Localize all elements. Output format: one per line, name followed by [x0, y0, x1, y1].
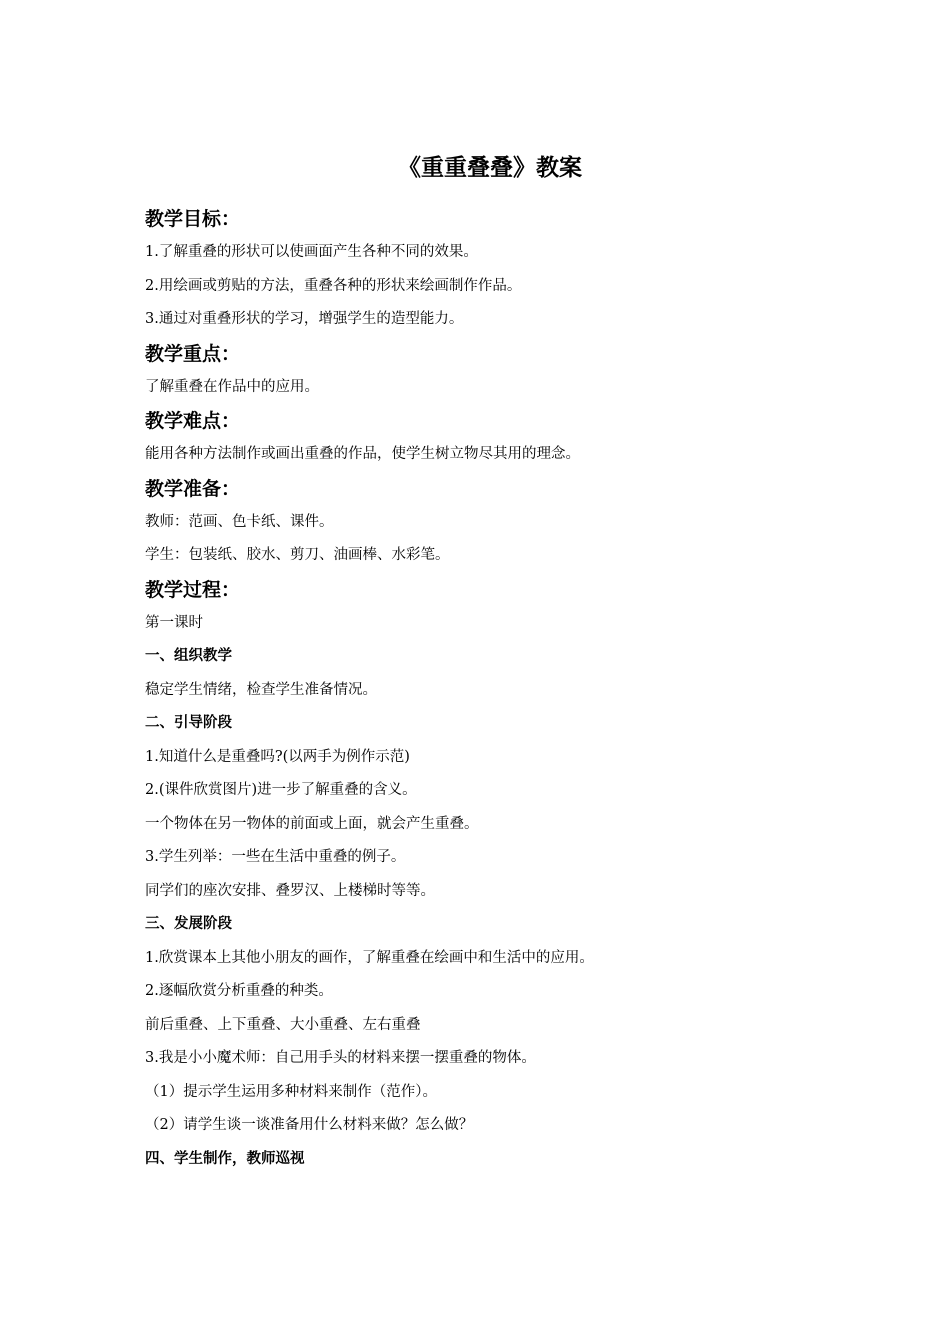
document-page: [145, 150, 825, 1176]
step3-item: 2.逐幅欣赏分析重叠的种类。: [145, 983, 333, 999]
difficulty-item: 能用各种方法制作或画出重叠的作品，使学生树立物尽其用的理念。: [145, 446, 580, 462]
step1-heading: 一、组织教学: [145, 648, 232, 664]
step3-item: 1.欣赏课本上其他小朋友的画作，了解重叠在绘画中和生活中的应用。: [145, 949, 594, 966]
objective-item: 2.用绘画或剪贴的方法，重叠各种的形状来绘画制作作品。: [145, 277, 522, 294]
document-title: 《重重叠叠》教案: [398, 154, 582, 181]
objective-item: 3.通过对重叠形状的学习，增强学生的造型能力。: [145, 311, 464, 327]
step4-heading: 四、学生制作，教师巡视: [145, 1150, 305, 1167]
step1-item: 稳定学生情绪，检查学生准备情况。: [145, 681, 377, 698]
preparation-item: 学生：包装纸、胶水、剪刀、油画棒、水彩笔。: [145, 547, 450, 563]
step3-item: 3.我是小小魔术师：自己用手头的材料来摆一摆重叠的物体。: [145, 1050, 536, 1066]
step2-heading: 二、引导阶段: [145, 715, 232, 731]
step3-item: （1）提示学生运用多种材料来制作（范作）。: [145, 1083, 437, 1100]
objective-item: 1.了解重叠的形状可以使画面产生各种不同的效果。: [145, 244, 478, 260]
difficulties-heading: 教学难点：: [145, 410, 241, 432]
step2-item: 2.(课件欣赏图片)进一步了解重叠的含义。: [145, 782, 417, 798]
step2-item: 1.知道什么是重叠吗?(以两手为例作示范): [145, 748, 410, 765]
preparation-heading: 教学准备：: [145, 477, 241, 500]
key-points-heading: 教学重点：: [145, 342, 241, 365]
objectives-heading: 教学目标：: [145, 208, 241, 230]
step2-item: 3.学生列举：一些在生活中重叠的例子。: [145, 849, 406, 865]
process-heading: 教学过程：: [145, 578, 241, 601]
preparation-item: 教师：范画、色卡纸、课件。: [145, 513, 334, 530]
lesson-label: 第一课时: [145, 614, 203, 631]
step3-heading: 三、发展阶段: [145, 916, 232, 932]
step2-item: 一个物体在另一物体的前面或上面，就会产生重叠。: [145, 815, 479, 832]
step2-item: 同学们的座次安排、叠罗汉、上楼梯时等等。: [145, 882, 435, 899]
step3-item: （2）请学生谈一谈准备用什么材料来做？怎么做？: [145, 1117, 474, 1133]
step3-item: 前后重叠、上下重叠、大小重叠、左右重叠: [145, 1016, 421, 1033]
key-point-item: 了解重叠在作品中的应用。: [145, 378, 319, 395]
